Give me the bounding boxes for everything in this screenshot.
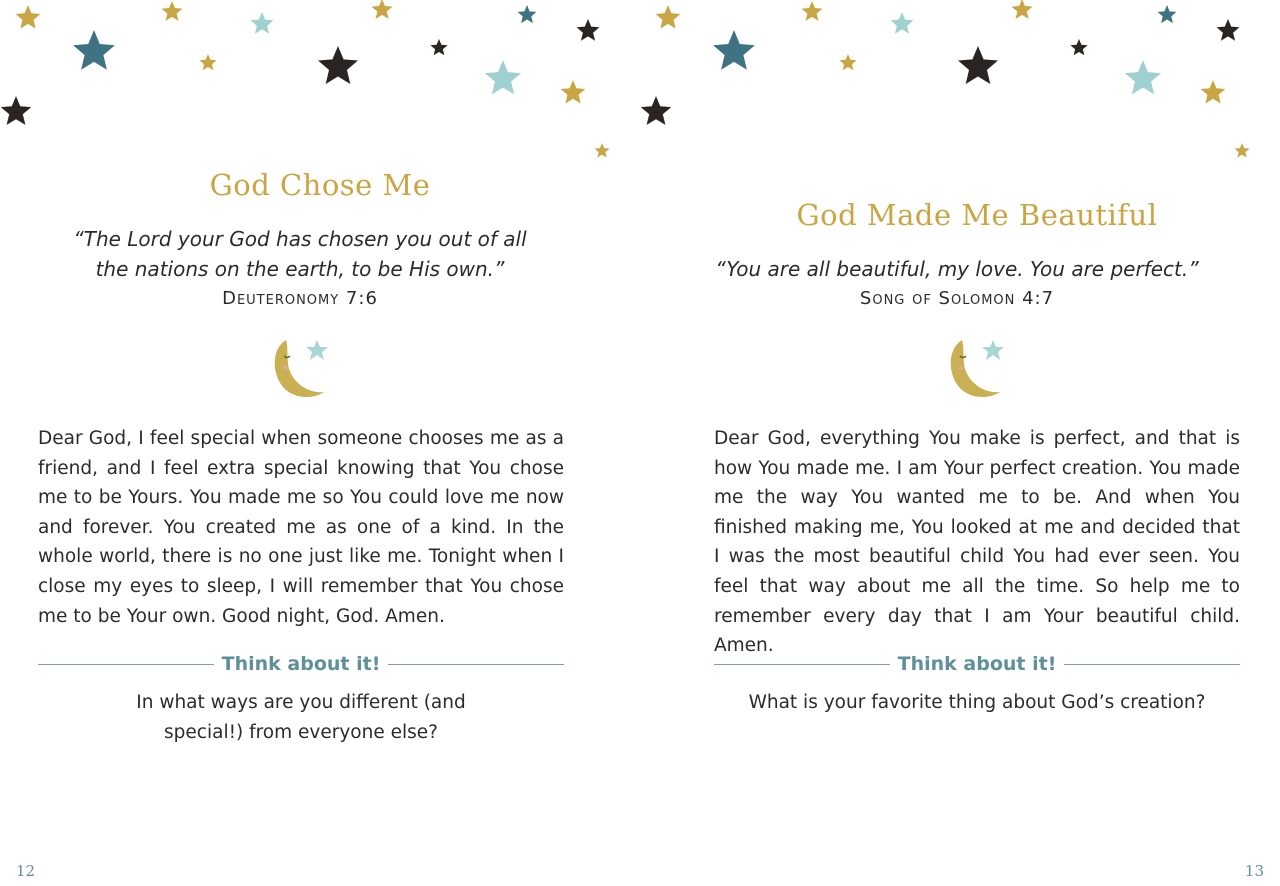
think-about-it-label: Think about it! (214, 653, 389, 675)
question-line: What is your favorite thing about God’s creation? (748, 692, 1206, 713)
page-title: God Made Me Beautiful (796, 198, 1158, 232)
scripture-reference: Deuteronomy 7:6 (222, 288, 378, 309)
think-about-it-divider (38, 652, 564, 676)
star-icon (518, 5, 537, 23)
prayer-text: Dear God, everything You make is perfect, and that is how You made me. I am Your perfect creation. You made me the way You wanted me to be. And when You finished making me, You looked at me and decided that I was the most beautiful child You had ever seen. You feel that way about me all the time. So help me to remember every day that I am Your beautiful child. Amen. (714, 428, 1240, 657)
page-number: 13 (1244, 862, 1264, 880)
star-icon (430, 39, 447, 55)
star-icon (318, 46, 358, 84)
star-icon (1070, 39, 1087, 55)
star-icon (958, 46, 998, 84)
star-icon (1, 96, 31, 125)
star-icon (1012, 0, 1033, 19)
star-icon (891, 12, 914, 34)
star-icon (1125, 60, 1161, 94)
star-icon (656, 5, 681, 29)
star-icon (16, 5, 41, 29)
reflection-question (38, 688, 564, 747)
right-page (640, 0, 1280, 886)
star-icon (251, 12, 274, 34)
star-garland-decoration (0, 0, 640, 170)
star-icon (1158, 5, 1177, 23)
star-icon (485, 60, 521, 94)
page-number: 12 (16, 862, 36, 880)
crescent-moon-with-star-icon (946, 334, 1010, 400)
quote-line: the nations on the earth, to be His own.” (95, 257, 505, 281)
star-icon (372, 0, 393, 19)
star-icon (162, 1, 183, 21)
star-icon (1201, 80, 1226, 104)
star-icon (199, 54, 216, 70)
question-line: special!) from everyone else? (164, 721, 438, 743)
star-icon (713, 30, 755, 70)
page-title: God Chose Me (209, 168, 431, 202)
think-about-it-divider (714, 652, 1240, 676)
reflection-question (714, 688, 1240, 718)
scripture-reference: Song of Solomon 4:7 (859, 288, 1055, 309)
star-icon (1234, 143, 1249, 158)
star-icon (577, 19, 600, 41)
star-icon (594, 143, 609, 158)
prayer-text: Dear God, I feel special when someone chooses me as a friend, and I feel extra special knowing that You chose me to be Yours. You made me so You could love me now and forever. You created me as one of a kind. In the whole world, there is no one just like me. Tonight when I close my eyes to sleep, I will remember that You chose me to be Your own. Good night, God. Amen. (38, 428, 564, 627)
star-garland-decoration (640, 0, 1280, 170)
star-icon (641, 96, 671, 125)
star-icon (839, 54, 856, 70)
star-icon (73, 30, 115, 70)
quote-line: “You are all beautiful, my love. You are perfect.” (715, 257, 1199, 281)
star-icon (1217, 19, 1240, 41)
quote-line: “The Lord your God has chosen you out of all (73, 227, 527, 251)
star-icon (561, 80, 586, 104)
scripture-quote (40, 224, 560, 284)
question-line: In what ways are you different (and (136, 692, 466, 713)
crescent-moon-with-star-icon (270, 334, 334, 400)
star-icon (802, 1, 823, 21)
scripture-quote (697, 254, 1217, 284)
think-about-it-label: Think about it! (890, 653, 1065, 675)
